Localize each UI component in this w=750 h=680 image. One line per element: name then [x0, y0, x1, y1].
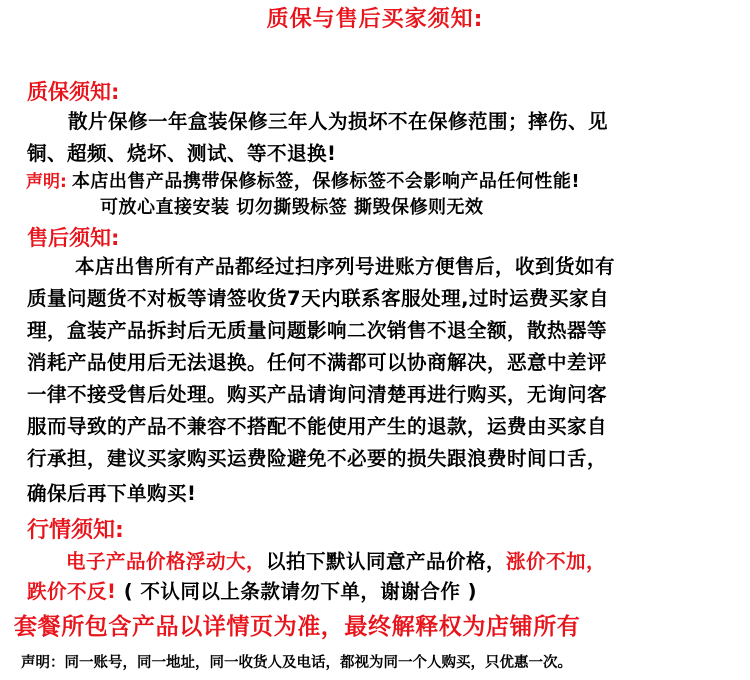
- aftersales-heading: 售后须知:: [27, 226, 120, 250]
- market-line-2: [27, 576, 477, 604]
- market-heading: 行情须知:: [27, 518, 124, 543]
- page-title: 质保与售后买家须知:: [266, 7, 484, 32]
- statement-text-1: 本店出售产品携带保修标签，保修标签不会影响产品任何性能!: [71, 171, 581, 192]
- market-no-refund: 跌价不反!: [27, 580, 117, 603]
- warranty-heading: 质保须知:: [27, 80, 120, 104]
- aftersales-line-3: 理，盒装产品拆封后无质量问题影响二次销售不退全额，散热器等: [27, 319, 608, 342]
- aftersales-line-6: 服而导致的产品不兼容不搭配不能使用产生的退款，运费由买家自: [27, 415, 608, 438]
- statement-label: 声明:: [26, 172, 67, 192]
- warranty-line-1: 散片保修一年盒装保修三年人为损坏不在保修范围；摔伤、见: [68, 110, 609, 133]
- aftersales-line-5: 一律不接受售后处理。购买产品请询问清楚再进行购买，无询问客: [27, 383, 608, 406]
- market-disclaimer: ( 不认同以上条款请勿下单，谢谢合作 ): [116, 580, 478, 603]
- aftersales-line-1: 本店出售所有产品都经过扫序列号进账方便售后，收到货如有: [75, 255, 616, 278]
- aftersales-line-4: 消耗产品使用后无法退换。任何不满都可以协商解决，恶意中差评: [27, 351, 608, 374]
- footer-note: 声明：同一账号，同一地址，同一收货人及电话，都视为同一个人购买，只优惠一次。: [21, 655, 572, 671]
- market-price-agree: 以拍下默认同意产品价格，: [266, 550, 507, 573]
- aftersales-line-7: 行承担，建议买家购买运费险避免不必要的损失跟浪费时间口舌，: [27, 447, 608, 470]
- warranty-line-2: 铜、超频、烧坏、测试、等不退换!: [27, 142, 337, 165]
- aftersales-line-2: 质量问题货不对板等请签收货7天内联系客服处理,过时运费买家自: [27, 287, 609, 310]
- aftersales-line-8: 确保后再下单购买!: [27, 482, 197, 505]
- statement-text-2: 可放心直接安装 切勿撕毁标签 撕毁保修则无效: [100, 197, 484, 218]
- package-note: 套餐所包含产品以详情页为准，最终解释权为店铺所有: [14, 614, 581, 640]
- market-line-1: [66, 546, 606, 574]
- market-no-increase: 涨价不加，: [506, 550, 607, 573]
- statement-line-1: [26, 167, 580, 193]
- market-price-volatile: 电子产品价格浮动大，: [66, 550, 267, 573]
